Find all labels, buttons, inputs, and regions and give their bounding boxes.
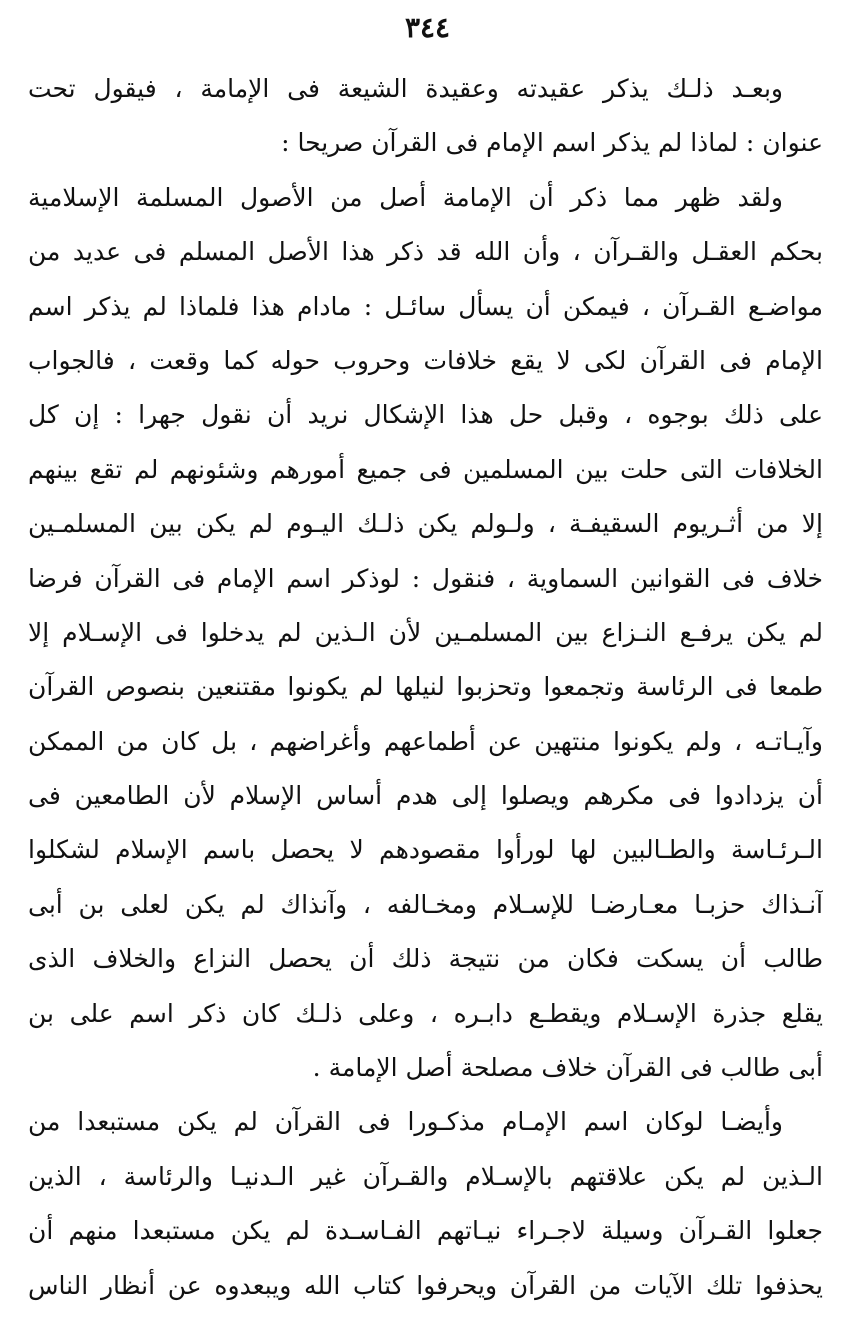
text-line: يحذفوا تلك الآيات من القرآن ويحرفوا كتاب الله ويبعدوه عن أنظار الناس: [28, 1270, 823, 1300]
text-line: عنوان : لماذا لم يذكر اسم الإمام فى القرآن صريحا :: [281, 128, 823, 158]
page-number: ٣٤٤: [404, 11, 451, 44]
text-line: مواضـع القـرآن ، فيمكن أن يسأل سائـل : مادام هذا فلماذا لم يذكر اسم: [28, 291, 823, 321]
text-line: أبى طالب فى القرآن خلاف مصلحة أصل الإمامة .: [312, 1053, 823, 1083]
text-line: أن يزدادوا فى مكرهم ويصلوا إلى هدم أساس الإسلام لأن الطامعين فى: [28, 781, 823, 811]
text-line: يقلع جذرة الإسـلام ويقطـع دابـره ، وعلى ذلـك كان ذكر اسم على بن: [28, 998, 823, 1028]
text-line: الـرئـاسة والطـالبين لها لورأوا مقصودهم لا يحصل باسم الإسلام لشكلوا: [28, 835, 823, 865]
text-line: وأيضـا لوكان اسم الإمـام مذكـورا فى القرآن لم يكن مستبعدا من: [28, 1107, 783, 1137]
text-line: لم يكن يرفـع النـزاع بين المسلمـين لأن الـذين لم يدخلوا فى الإسـلام إلا: [28, 617, 823, 647]
text-line: بحكم العقـل والقـرآن ، وأن الله قد ذكر هذا الأصل المسلم فى عديد من: [28, 237, 823, 267]
text-line: وآيـاتـه ، ولم يكونوا منتهين عن أطماعهم وأغراضهم ، بل كان من الممكن: [28, 726, 823, 756]
text-line: جعلوا القـرآن وسيلة لاجـراء نيـاتهم الفـاسـدة لم يكن مستبعدا منهم أن: [28, 1216, 823, 1246]
text-line: الخلافات التى حلت بين المسلمين فى جميع أمورهم وشئونهم لم تقع بينهم: [28, 454, 823, 484]
text-line: آنـذاك حزبـا معـارضـا للإسـلام ومخـالفه ، وآنذاك لم يكن لعلى بن أبى: [28, 889, 823, 919]
text-line: طالب أن يسكت فكان من نتيجة ذلك أن يحصل النزاع والخلاف الذى: [28, 944, 823, 974]
text-line: على ذلك بوجوه ، وقبل حل هذا الإشكال نريد أن نقول جهرا : إن كل: [28, 400, 823, 430]
text-line: طمعا فى الرئاسة وتجمعوا وتحزبوا لنيلها لم يكونوا مقتنعين بنصوص القرآن: [28, 672, 823, 702]
text-line: الإمام فى القرآن لكى لا يقع خلافات وحروب حوله كما وقعت ، فالجواب: [28, 345, 823, 375]
text-line: الـذين لم يكن علاقتهم بالإسـلام والقـرآن غير الـدنيـا والرئاسة ، الذين: [28, 1161, 823, 1191]
text-line: وبعـد ذلـك يذكر عقيدته وعقيدة الشيعة فى الإمامة ، فيقول تحت: [28, 74, 783, 103]
text-line: إلا من أثـريوم السقيفـة ، ولـولم يكن ذلـك اليـوم لم يكن بين المسلمـين: [28, 509, 823, 539]
text-line: خلاف فى القوانين السماوية ، فنقول : لوذكر اسم الإمام فى القرآن فرضا: [28, 563, 823, 593]
text-line: ولقد ظهر مما ذكر أن الإمامة أصل من الأصول المسلمة الإسلامية: [28, 182, 783, 212]
body-text: [28, 62, 823, 1313]
